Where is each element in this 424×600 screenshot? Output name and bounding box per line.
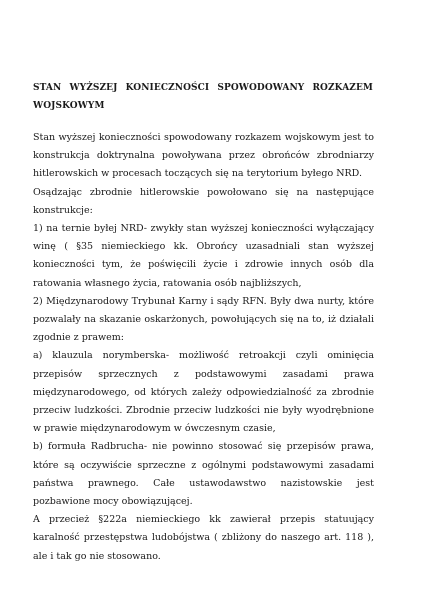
document-body	[33, 129, 374, 566]
paragraph-point-2: 2) Międzynarodowy Trybunał Karny i sądy RFN. Były dwa nurty, które pozwalały na skazanie oskarżonych, powołujących się na to, iż działali zgodnie z prawem:	[33, 295, 374, 344]
paragraph-point-b: b) formuła Radbrucha- nie powinno stosować się przepisów prawa, które są oczywiście sprzeczne z ogólnymi podstawowymi zasadami państwa prawnego. Całe ustawodawstwo nazistowskie jest pozbawione mocy obowiązującej.	[33, 441, 374, 508]
paragraph-conclusion: A przecież §222a niemieckiego kk zawierał przepis statuujący karalność przestępstwa ludobójstwa ( zbliżony do naszego art. 118 ), ale i tak go nie stosowano.	[33, 514, 374, 562]
document-title: STAN WYŻSZEJ KONIECZNOŚCI SPOWODOWANY ROZKAZEM WOJSKOWYM	[33, 83, 373, 111]
paragraph-point-a: a) klauzula norymberska- możliwość retroakcji czyli ominięcia przepisów sprzecznych z podstawowymi zasadami prawa międzynarodowego, od których zależy odpowiedzialność za zbrodnie przeciw ludzkości. Zbrodnie przeciw ludzkości nie były wyodrębnione w prawie międzynarodowym w ówczesnym czasie,	[33, 350, 374, 435]
paragraph-constructions: Osądzając zbrodnie hitlerowskie powołowano się na następujące konstrukcje:	[33, 186, 374, 216]
paragraph-intro: Stan wyższej konieczności spowodowany rozkazem wojskowym jest to konstrukcja doktrynalna powoływana przez obrońców zbrodniarzy hitlerowskich w procesach toczących się na terytorium byłego NRD.	[33, 132, 374, 180]
paragraph-point-1: 1) na ternie byłej NRD- zwykły stan wyższej konieczności wyłączający winę ( §35 niemieckiego kk. Obrońcy uzasadniali stan wyższej konieczności tym, że poświęcili życie i zdrowie innych osób dla ratowania własnego życia, ratowania osób najbliższych,	[33, 223, 374, 289]
